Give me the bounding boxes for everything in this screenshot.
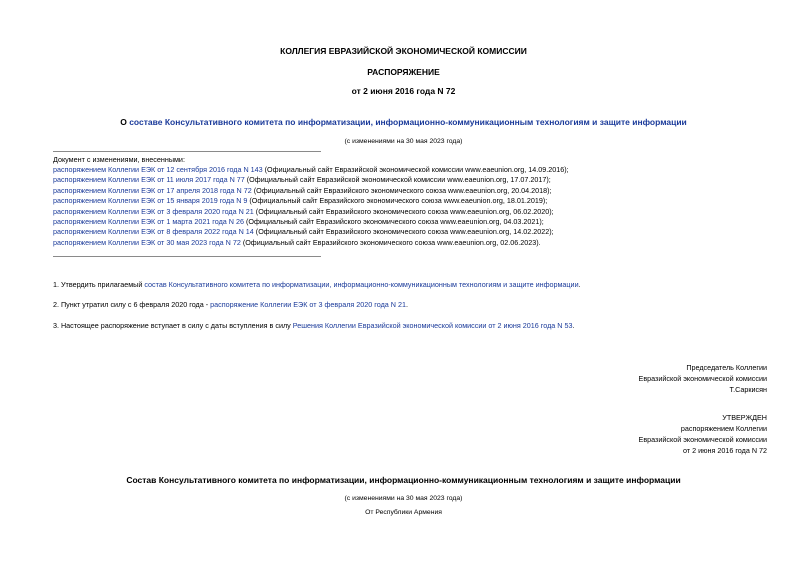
change-item bbox=[53, 217, 569, 227]
change-source: (Официальный сайт Евразийского экономического союза www.eaeunion.org, 04.03.2021); bbox=[243, 217, 544, 227]
paragraph-1-link[interactable]: состав Консультативного комитета по информатизации, информационно-коммуникационным технологиям и защите информации bbox=[144, 280, 579, 289]
approved-line-3: Евразийской экономической комиссии bbox=[638, 435, 767, 444]
change-item bbox=[53, 165, 569, 175]
change-item bbox=[53, 186, 569, 196]
change-source: (Официальный сайт Евразийского экономического союза www.eaeunion.org, 02.06.2023). bbox=[240, 237, 541, 247]
change-item bbox=[53, 207, 569, 217]
change-source: (Официальный сайт Евразийского экономического союза www.eaeunion.org, 14.02.2022); bbox=[253, 227, 554, 237]
approved-heading: УТВЕРЖДЕН bbox=[722, 413, 767, 422]
paragraph-3-end: . bbox=[572, 321, 575, 330]
change-link[interactable]: распоряжением Коллегии ЕЭК от 3 февраля 2020 года N 21 bbox=[53, 206, 254, 216]
approved-block bbox=[639, 412, 767, 456]
divider-top bbox=[53, 151, 321, 152]
change-link[interactable]: распоряжением Коллегии ЕЭК от 12 сентября 2016 года N 143 bbox=[53, 165, 263, 174]
change-link[interactable]: распоряжением Коллегии ЕЭК от 15 января 2019 года N 9 bbox=[53, 196, 248, 206]
change-item bbox=[53, 238, 569, 248]
approved-line-4: от 2 июня 2016 года N 72 bbox=[682, 446, 767, 455]
paragraph-2-end: . bbox=[405, 300, 408, 309]
change-link[interactable]: распоряжением Коллегии ЕЭК от 30 мая 2023 года N 72 bbox=[53, 237, 241, 247]
doc-date: от 2 июня 2016 года N 72 bbox=[351, 86, 456, 96]
doc-title bbox=[0, 117, 807, 127]
paragraph-3-link[interactable]: Решения Коллегии Евразийской экономической комиссии от 2 июня 2016 года N 53 bbox=[292, 321, 573, 330]
paragraph-1-end: . bbox=[578, 280, 581, 289]
composition-title: Состав Консультативного комитета по информатизации, информационно-коммуникационным технологиям и защите информации bbox=[126, 475, 681, 485]
org-name: КОЛЛЕГИЯ ЕВРАЗИЙСКОЙ ЭКОНОМИЧЕСКОЙ КОМИССИИ bbox=[280, 46, 527, 56]
paragraph-3 bbox=[53, 321, 574, 330]
signature-name: Т.Саркисян bbox=[729, 385, 767, 394]
changes-list bbox=[53, 165, 569, 248]
paragraph-1 bbox=[53, 280, 581, 289]
change-source: (Официальный сайт Евразийской экономической комиссии www.eaeunion.org, 17.07.2017); bbox=[244, 175, 551, 185]
divider-bottom bbox=[53, 256, 321, 257]
change-source: (Официальный сайт Евразийского экономического союза www.eaeunion.org, 18.01.2019); bbox=[247, 196, 548, 206]
paragraph-2 bbox=[53, 300, 408, 309]
change-item bbox=[53, 196, 569, 206]
change-link[interactable]: распоряжением Коллегии ЕЭК от 11 июля 2017 года N 77 bbox=[53, 175, 245, 185]
change-link[interactable]: распоряжением Коллегии ЕЭК от 17 апреля 2018 года N 72 bbox=[53, 185, 252, 195]
signature-title: Председатель Коллегии bbox=[686, 363, 767, 372]
change-source: (Официальный сайт Евразийского экономического союза www.eaeunion.org, 06.02.2020); bbox=[253, 206, 554, 216]
change-source: (Официальный сайт Евразийской экономической комиссии www.eaeunion.org, 14.09.2016); bbox=[262, 165, 569, 174]
paragraph-1-text: 1. Утвердить прилагаемый bbox=[53, 280, 145, 289]
change-item bbox=[53, 175, 569, 185]
paragraph-2-text: 2. Пункт утратил силу с 6 февраля 2020 года - bbox=[53, 300, 211, 309]
doc-type: РАСПОРЯЖЕНИЕ bbox=[367, 67, 440, 77]
change-link[interactable]: распоряжением Коллегии ЕЭК от 8 февраля 2022 года N 14 bbox=[53, 227, 254, 237]
doc-title-prefix: О bbox=[120, 117, 130, 127]
paragraph-3-text: 3. Настоящее распоряжение вступает в силу с даты вступления в силу bbox=[53, 321, 293, 330]
composition-amend-note: (с изменениями на 30 мая 2023 года) bbox=[344, 495, 463, 502]
amend-note: (с изменениями на 30 мая 2023 года) bbox=[344, 138, 463, 145]
change-source: (Официальный сайт Евразийского экономического союза www.eaeunion.org, 20.04.2018); bbox=[251, 185, 552, 195]
signature-block bbox=[639, 362, 767, 395]
doc-title-link[interactable]: составе Консультативного комитета по информатизации, информационно-коммуникационным технологиям и защите информации bbox=[129, 117, 687, 127]
changes-heading: Документ с изменениями, внесенными: bbox=[53, 155, 185, 164]
signature-org: Евразийской экономической комиссии bbox=[638, 374, 767, 383]
approved-line-2: распоряжением Коллегии bbox=[680, 424, 767, 433]
composition-first-row: От Республики Армения bbox=[365, 509, 442, 516]
change-link[interactable]: распоряжением Коллегии ЕЭК от 1 марта 2021 года N 26 bbox=[53, 217, 244, 227]
change-item bbox=[53, 227, 569, 237]
paragraph-2-link[interactable]: распоряжение Коллегии ЕЭК от 3 февраля 2020 года N 21 bbox=[210, 300, 406, 309]
